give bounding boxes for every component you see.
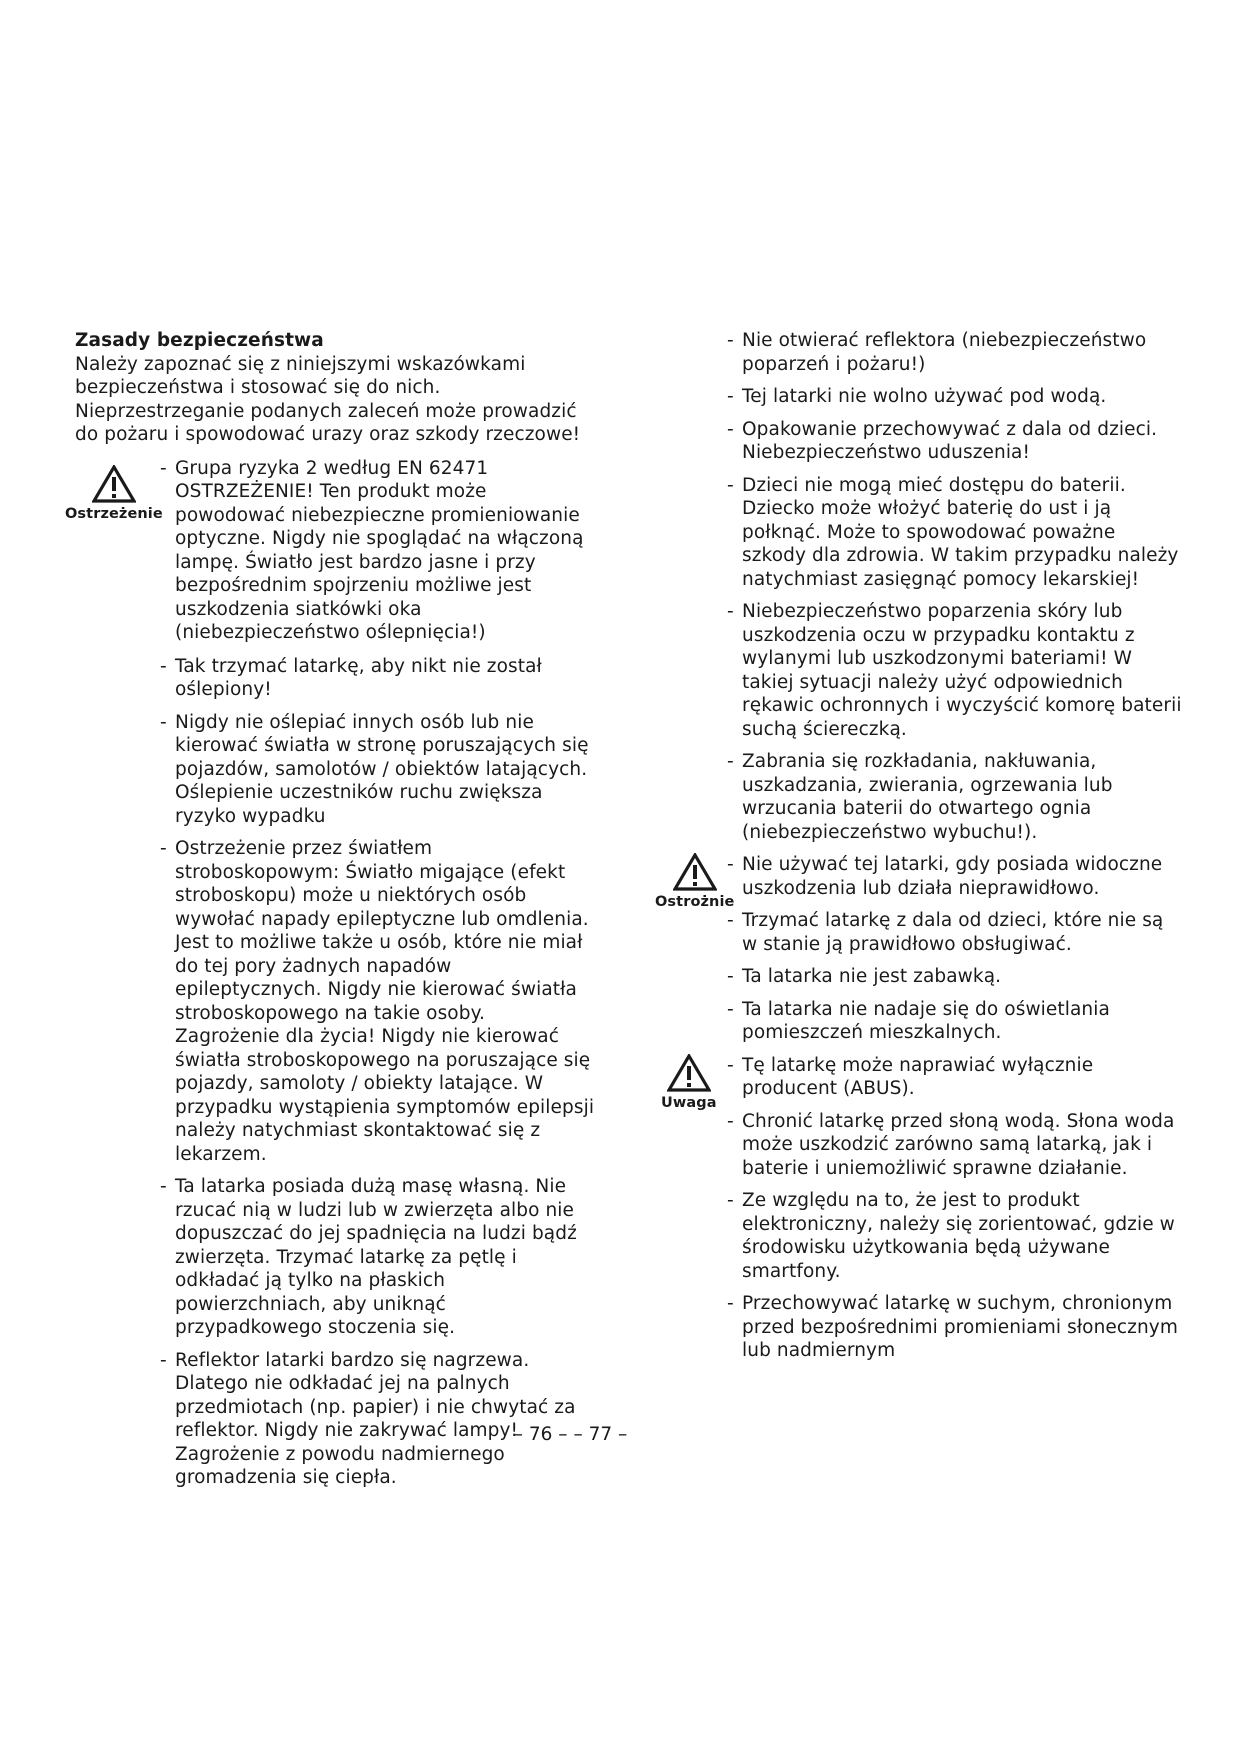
- attention-block: [661, 1054, 1182, 1363]
- list-item: - Grupa ryzyka 2 według EN 62471 OSTRZEŻENIE! Ten produkt może powodować niebezpieczne promieniowanie optyczne. Nigdy nie spoglądać na włączoną lampę. Światło jest bardzo jasne i przy bezpośrednim spojrzeniu możliwe jest uszkodzenia siatkówki oka (niebezpieczeństwo oślepnięcia!): [160, 457, 595, 645]
- warning-icon-group: [65, 465, 163, 522]
- attention-icon-group: [661, 1054, 717, 1111]
- list-item: - Nie używać tej latarki, gdy posiada widoczne uszkodzenia lub działa nieprawidłowo.: [727, 853, 1182, 900]
- list-item: - Ze względu na to, że jest to produkt elektroniczny, należy się zorientować, gdzie w środowisku użytkowania będą używane smartfony.: [727, 1189, 1182, 1283]
- caution-label: Ostrożnie: [655, 894, 735, 910]
- attention-label: Uwaga: [661, 1094, 717, 1111]
- list-item: - Ta latarka nie nadaje się do oświetlania pomieszczeń mieszkalnych.: [727, 998, 1182, 1045]
- intro-paragraph: Należy zapoznać się z niniejszymi wskazówkami bezpieczeństwa i stosować się do nich. Nieprzestrzeganie podanych zaleceń może prowadzić do pożaru i spowodować urazy oraz szkody rzeczowe!: [75, 353, 581, 445]
- list-item: - Trzymać latarkę z dala od dzieci, które nie są w stanie ją prawidłowo obsługiwać.: [727, 909, 1182, 956]
- page-number-right: – 77 –: [573, 1424, 628, 1445]
- list-item: - Ostrzeżenie przez światłem stroboskopowym: Światło migające (efekt stroboskopu) może u niektórych osób wywołać napady epileptyczne lub omdlenia. Jest to możliwe także u osób, które nie miał do tej pory żadnych napadów epileptycznych. Nigdy nie kierować światła stroboskopowego na takie osoby. Zagrożenie dla życia! Nigdy nie kierować światła stroboskopowego na poruszające się pojazdy, samoloty / obiekty latające. W przypadku wystąpienia symptomów epilepsji należy natychmiast skontaktować się z lekarzem.: [160, 837, 595, 1166]
- list-item: - Tak trzymać latarkę, aby nikt nie został oślepiony!: [160, 655, 595, 702]
- section-title: Zasady bezpieczeństwa: [75, 330, 324, 351]
- list-item: - Tej latarki nie wolno używać pod wodą.: [727, 385, 1182, 409]
- list-item: - Ta latarka nie jest zabawką.: [727, 965, 1182, 989]
- list-item: - Nie otwierać reflektora (niebezpieczeństwo poparzeń i pożaru!): [727, 329, 1182, 376]
- caution-icon-group: [655, 853, 734, 910]
- list-item: - Dzieci nie mogą mieć dostępu do baterii. Dziecko może włożyć baterię do ust i ją połknąć. Może to spowodować poważne szkody dla zdrowia. W takim przypadku należy natychmiast zasięgnąć pomocy lekarskiej!: [727, 474, 1182, 592]
- list-item: - Nigdy nie oślepiać innych osób lub nie kierować światła w stronę poruszających się pojazdów, samolotów / obiektów latających. Oślepienie uczestników ruchu zwiększa ryzyko wypadku: [160, 711, 595, 829]
- caution-block: [655, 853, 1182, 1045]
- list-item: - Przechowywać latarkę w suchym, chronionym przed bezpośrednimi promieniami słonecznym lub nadmiernym: [727, 1292, 1182, 1363]
- attention-triangle-icon: [667, 1054, 711, 1092]
- list-item: - Tę latarkę może naprawiać wyłącznie producent (ABUS).: [727, 1054, 1182, 1101]
- list-item: - Zabrania się rozkładania, nakłuwania, uszkadzania, zwierania, ogrzewania lub wrzucania baterii do otwartego ognia (niebezpieczeństwo wybuchu!).: [727, 750, 1182, 844]
- page-number-left: – 76 –: [513, 1424, 568, 1445]
- list-item: - Niebezpieczeństwo poparzenia skóry lub uszkodzenia oczu w przypadku kontaktu z wylanymi lub uszkodzonymi bateriami! W takiej sytuacji należy użyć odpowiednich rękawic ochronnych i wyczyścić komorę baterii suchą ściereczką.: [727, 600, 1182, 741]
- page-numbers: [0, 1423, 1191, 1446]
- list-item: - Reflektor latarki bardzo się nagrzewa. Dlatego nie odkładać jej na palnych przedmiotach (np. papier) i nie chwytać za reflektor. Nigdy nie zakrywać lampy! Zagrożenie z powodu nadmiernego gromadzenia się ciepła.: [160, 1349, 595, 1490]
- list-item: - Chronić latarkę przed słoną wodą. Słona woda może uszkodzić zarówno samą latarką, jak i baterie i uniemożliwić sprawne działanie.: [727, 1110, 1182, 1181]
- warning-label: Ostrzeżenie: [65, 505, 163, 522]
- warning-triangle-icon: [92, 465, 136, 503]
- warning-block: [65, 457, 595, 1490]
- right-column: [655, 329, 1182, 1372]
- caution-triangle-icon: [673, 853, 717, 891]
- left-column: [65, 329, 595, 1499]
- list-item: - Opakowanie przechowywać z dala od dzieci. Niebezpieczeństwo uduszenia!: [727, 418, 1182, 465]
- list-item: - Ta latarka posiada dużą masę własną. Nie rzucać nią w ludzi lub w zwierzęta albo nie dopuszczać do jej spadnięcia na ludzi bądź zwierzęta. Trzymać latarkę za pętlę i odkładać ją tylko na płaskich powierzchniach, aby uniknąć przypadkowego stoczenia się.: [160, 1175, 595, 1340]
